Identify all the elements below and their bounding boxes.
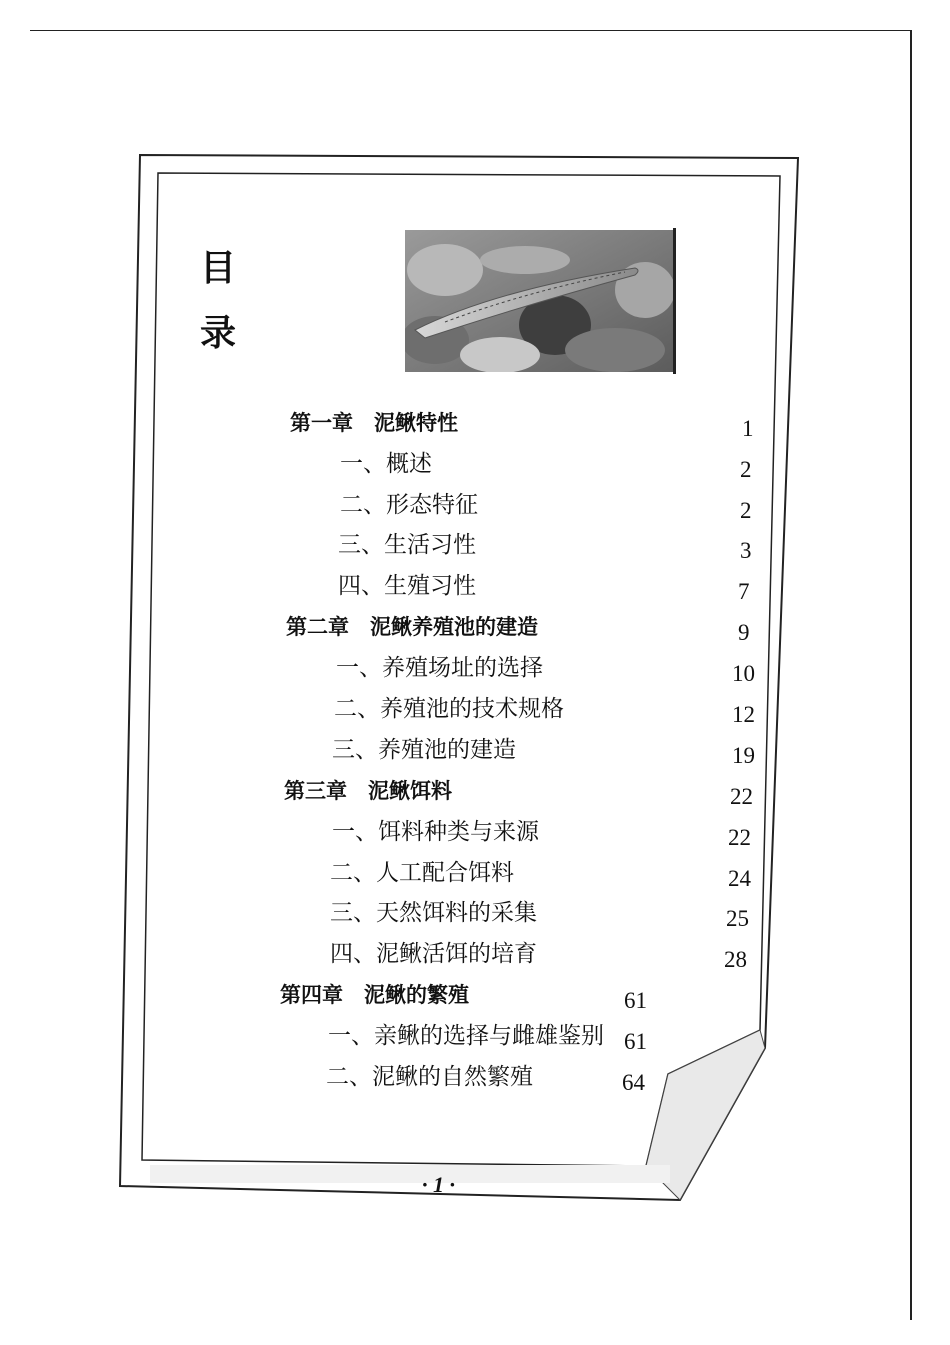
toc-section-entry <box>0 735 950 769</box>
toc-entry-page: 22 <box>728 825 751 850</box>
toc-entry-page: 25 <box>726 906 749 931</box>
toc-section-entry <box>0 1062 950 1096</box>
toc-entry-page: 2 <box>740 457 752 482</box>
toc-entry-page: 7 <box>738 579 750 604</box>
toc-chapter-entry <box>0 408 950 442</box>
toc-chapter-entry <box>0 612 950 646</box>
loach-photo <box>405 230 673 372</box>
toc-section-entry <box>0 939 950 973</box>
toc-section-entry <box>0 858 950 892</box>
toc-entry-page: 19 <box>732 743 755 768</box>
toc-entry-page: 61 <box>624 1029 647 1054</box>
toc-entry-page: 28 <box>724 947 747 972</box>
toc-entry-label: 一、饵料种类与来源 <box>332 819 539 845</box>
toc-entry-label: 二、泥鳅的自然繁殖 <box>326 1064 533 1090</box>
toc-entry-label: 一、养殖场址的选择 <box>336 655 543 681</box>
toc-section-entry <box>0 694 950 728</box>
toc-entry-label: 四、生殖习性 <box>338 573 476 599</box>
frame-shadow <box>150 1165 670 1183</box>
toc-entry-page: 64 <box>622 1070 645 1095</box>
toc-section-entry <box>0 1021 950 1055</box>
toc-entry-label: 二、人工配合饵料 <box>330 860 514 886</box>
toc-entry-page: 24 <box>728 866 751 891</box>
toc-entry-label: 三、天然饵料的采集 <box>330 900 537 926</box>
toc-entry-label: 一、亲鳅的选择与雌雄鉴别 <box>328 1023 604 1049</box>
photo-edge <box>673 228 676 374</box>
toc-section-entry <box>0 817 950 851</box>
toc-entry-label: 一、概述 <box>340 451 432 477</box>
toc-entry-label: 第四章 泥鳅的繁殖 <box>280 983 469 1007</box>
toc-entry-label: 第三章 泥鳅饵料 <box>284 779 452 803</box>
toc-section-entry <box>0 490 950 524</box>
toc-entry-page: 12 <box>732 702 755 727</box>
toc-title-char-1: 目 <box>200 248 237 289</box>
toc-chapter-entry <box>0 776 950 810</box>
toc-entry-label: 三、养殖池的建造 <box>332 737 516 763</box>
toc-entry-label: 四、泥鳅活饵的培育 <box>330 941 537 967</box>
toc-section-entry <box>0 530 950 564</box>
toc-entry-label: 第一章 泥鳅特性 <box>290 411 458 435</box>
toc-entry-page: 9 <box>738 620 750 645</box>
toc-entry-label: 二、形态特征 <box>340 492 478 518</box>
toc-entry-label: 三、生活习性 <box>338 532 476 558</box>
toc-title-char-2: 录 <box>200 313 237 354</box>
toc-entry-label: 二、养殖池的技术规格 <box>334 696 564 722</box>
toc-section-entry <box>0 571 950 605</box>
toc-entry-page: 22 <box>730 784 753 809</box>
page-number: · 1 · <box>422 1172 455 1197</box>
toc-entry-page: 1 <box>742 416 754 441</box>
toc-section-entry <box>0 449 950 483</box>
toc-chapter-entry <box>0 980 950 1014</box>
toc-entry-page: 2 <box>740 498 752 523</box>
toc-section-entry <box>0 898 950 932</box>
toc-entry-page: 61 <box>624 988 647 1013</box>
toc-section-entry <box>0 653 950 687</box>
toc-entry-label: 第二章 泥鳅养殖池的建造 <box>286 615 538 639</box>
toc-entry-page: 10 <box>732 661 755 686</box>
toc-entry-page: 3 <box>740 538 752 563</box>
